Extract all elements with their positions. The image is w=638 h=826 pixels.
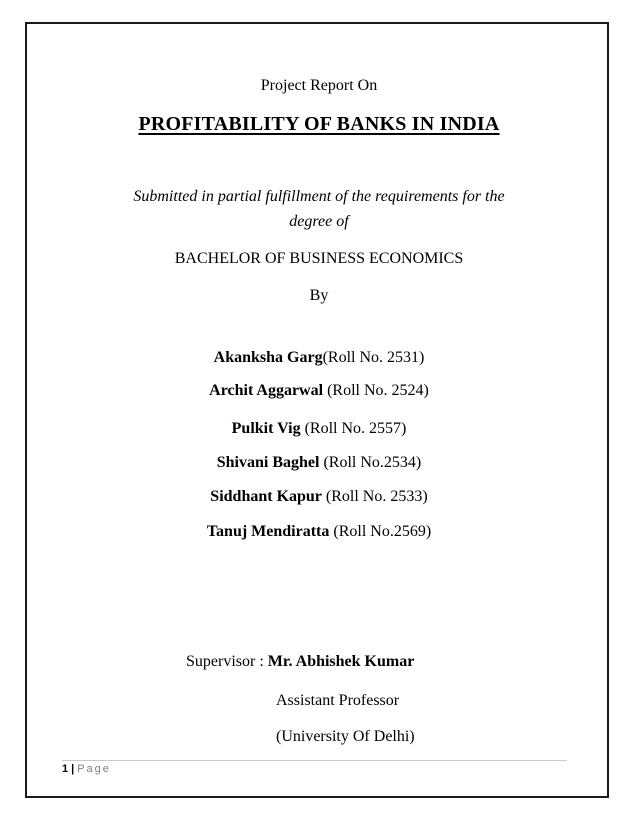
member-5 (0, 487, 638, 507)
page-footer (62, 762, 111, 776)
supervisor-affiliation: (University Of Delhi) (276, 728, 415, 745)
member-name: Tanuj Mendiratta (206, 523, 330, 540)
by-label: By (309, 287, 329, 304)
member-roll: (Roll No. 2524) (323, 382, 429, 399)
supervisor-name: Mr. Abhishek Kumar (267, 653, 415, 670)
footer-separator: | (71, 763, 75, 775)
member-roll: (Roll No. 2531) (322, 349, 425, 366)
page-number: 1 (62, 763, 69, 775)
member-name: Akanksha Garg (213, 349, 323, 366)
supervisor-line (186, 652, 414, 672)
member-6 (0, 522, 638, 542)
page-word: Page (77, 763, 111, 775)
submitted-line-1: Submitted in partial fulfillment of the requirements for the (133, 188, 505, 205)
supervisor-label: Supervisor : (186, 653, 268, 670)
member-2 (0, 381, 638, 401)
member-name: Shivani Baghel (216, 454, 320, 471)
page-border (25, 22, 609, 798)
member-name: Archit Aggarwal (209, 382, 324, 399)
report-heading: Project Report On (260, 77, 378, 94)
member-roll: (Roll No. 2533) (321, 488, 428, 505)
member-name: Pulkit Vig (231, 420, 301, 437)
member-1 (0, 348, 638, 368)
supervisor-designation: Assistant Professor (276, 692, 400, 709)
degree-name: BACHELOR OF BUSINESS ECONOMICS (174, 250, 464, 267)
member-4 (0, 453, 638, 473)
member-roll: (Roll No.2534) (319, 454, 422, 471)
member-roll: (Roll No.2569) (329, 523, 432, 540)
submitted-line-2: degree of (289, 213, 349, 230)
footer-divider (62, 760, 567, 761)
member-name: Siddhant Kapur (210, 488, 322, 505)
report-title: PROFITABILITY OF BANKS IN INDIA (138, 113, 500, 135)
member-roll: (Roll No. 2557) (300, 420, 407, 437)
member-3 (0, 419, 638, 439)
